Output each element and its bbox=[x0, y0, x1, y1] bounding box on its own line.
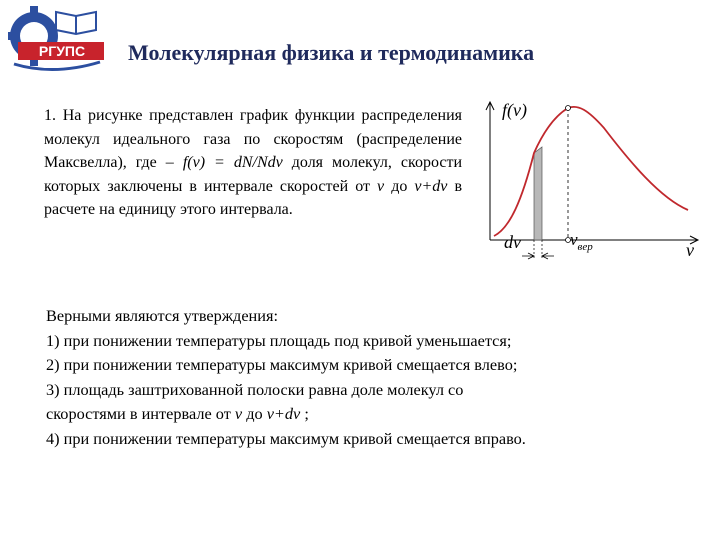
problem-text-part: На рисунке представлен график функции распределения молекул идеального газа по скоростям (распределение Максвелла), где – bbox=[44, 107, 463, 172]
page-title: Молекулярная физика и термодинамика bbox=[128, 40, 535, 65]
variable-v-dv: v+dv bbox=[414, 177, 448, 195]
y-axis-label: f(v) bbox=[502, 100, 527, 120]
variable-v-dv: v+dv bbox=[266, 404, 301, 424]
statement-1: 1) при понижении температуры площадь под кривой уменьшается; bbox=[46, 330, 512, 350]
problem-number: 1. bbox=[44, 107, 56, 124]
problem-text bbox=[44, 104, 462, 222]
shaded-strip bbox=[534, 147, 542, 240]
vmax-point bbox=[566, 106, 571, 111]
vmax-label: $v_{вер}$ bbox=[570, 230, 593, 253]
university-logo bbox=[4, 2, 110, 74]
book-icon bbox=[56, 12, 96, 34]
variable-v: v bbox=[377, 177, 385, 195]
maxwell-distribution-graph bbox=[470, 90, 710, 270]
maxwell-curve bbox=[494, 107, 688, 236]
statement-text: ; bbox=[300, 404, 309, 424]
problem-text-part: в расчете на единицу этого интервала. bbox=[44, 177, 462, 219]
variable-v: v bbox=[234, 404, 243, 424]
statements-intro: Верными являются утверждения: bbox=[46, 306, 278, 325]
statement-4: 4) при понижении температуры максимум кривой смещается вправо. bbox=[46, 428, 526, 448]
statement-3-cont bbox=[46, 402, 706, 427]
statement-text: скоростями в интервале от bbox=[46, 404, 235, 424]
statements-list bbox=[46, 304, 706, 452]
logo-text: РГУПС bbox=[38, 43, 86, 59]
statement-3: 3) площадь заштрихованной полоски равна доле молекул со bbox=[46, 379, 464, 399]
statement-text: до bbox=[242, 404, 267, 424]
x-axis-label: v bbox=[686, 240, 694, 260]
problem-text-part: до bbox=[384, 177, 415, 195]
dv-label: dv bbox=[504, 232, 521, 252]
problem-text-part: доля молекул, скорости которых заключены в интервале скоростей от bbox=[44, 154, 463, 195]
formula: f(v) = dN/Ndv bbox=[182, 154, 283, 172]
statement-2: 2) при понижении температуры максимум кривой смещается влево; bbox=[46, 355, 518, 375]
